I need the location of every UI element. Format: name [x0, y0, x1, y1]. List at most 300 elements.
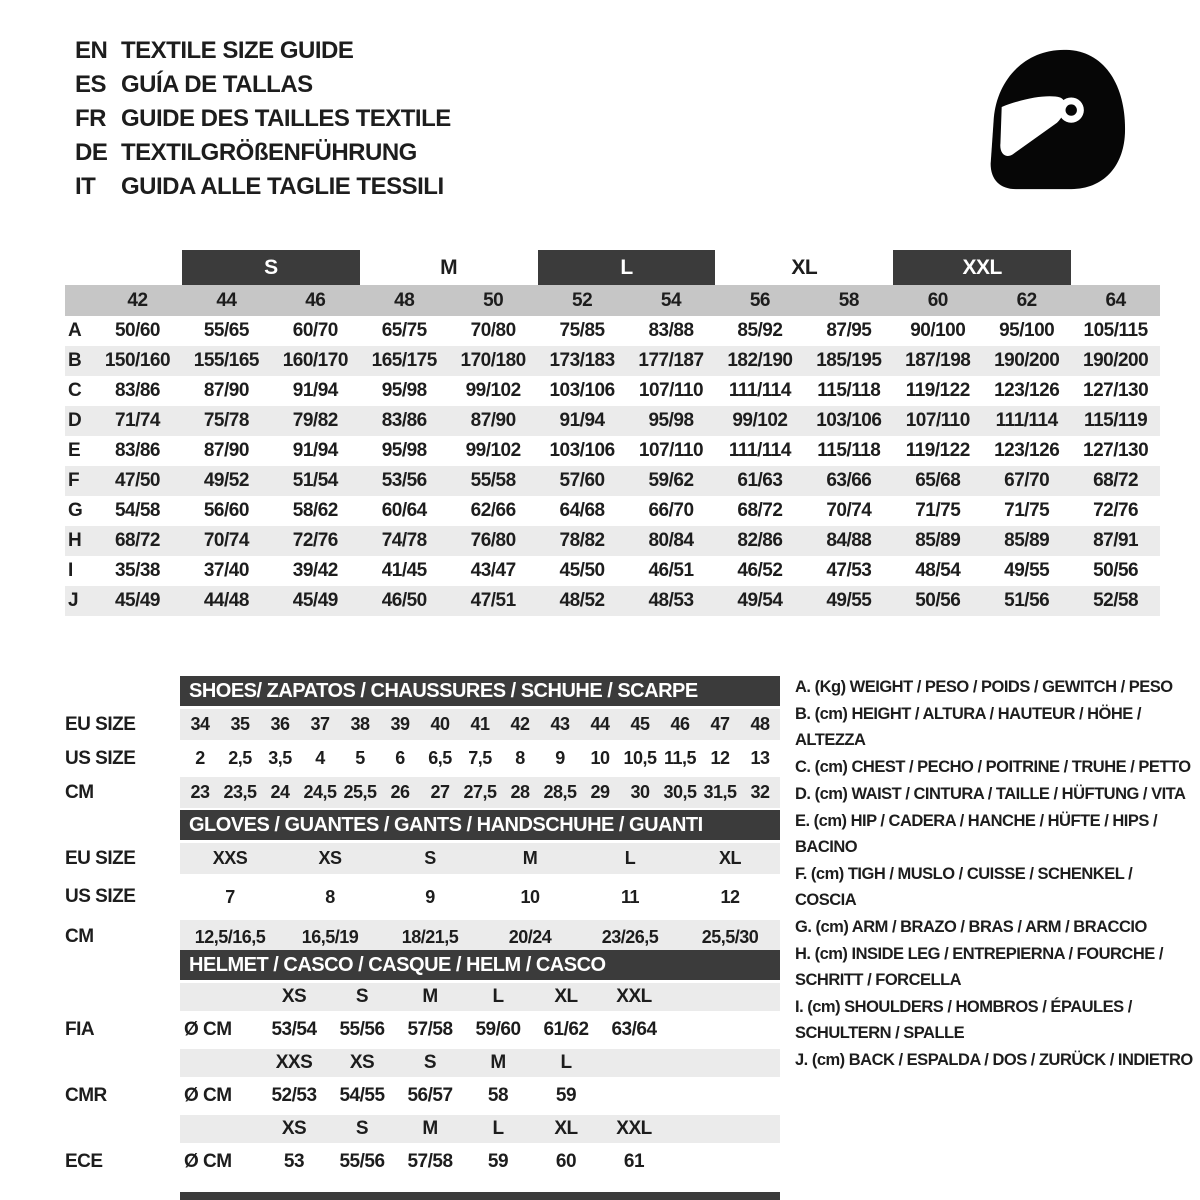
size-value: 55/65	[203, 320, 249, 341]
cell-value: 40	[430, 714, 450, 734]
size-group-s: S	[182, 250, 360, 285]
size-value: 127/130	[1083, 440, 1149, 461]
size-value: 64/68	[559, 500, 605, 521]
size-value: 43/47	[470, 560, 516, 581]
size-value: 52/58	[1093, 590, 1139, 611]
size-value: 99/102	[465, 380, 521, 401]
helmet-icon	[978, 38, 1136, 198]
row-label: EU SIZE	[65, 713, 136, 735]
size-value: 150/160	[104, 350, 171, 371]
size-value: 91/94	[559, 410, 605, 431]
size-value: 123/126	[994, 380, 1060, 401]
row-cells	[180, 983, 780, 1011]
shoes-rows	[65, 709, 780, 808]
language-label: GUÍA DE TALLAS	[121, 71, 313, 98]
cell-value: 9	[425, 886, 435, 907]
row-cells	[180, 1080, 780, 1112]
helmet-size: S	[423, 1052, 437, 1073]
cell-value: 12	[720, 886, 740, 907]
gloves-section-header	[180, 810, 780, 840]
size-value: 87/90	[203, 440, 249, 461]
size-value: 111/114	[728, 380, 791, 401]
size-value: 50/60	[114, 320, 160, 341]
size-value: 76/80	[470, 530, 516, 551]
size-value: 83/86	[114, 440, 160, 461]
unit-cell: Ø CM	[184, 1019, 232, 1040]
size-value: 70/74	[826, 500, 872, 521]
cell-value: L	[624, 848, 636, 868]
size-value: 60/64	[381, 500, 427, 521]
size-value: 74/78	[381, 530, 427, 551]
size-value: 72/76	[292, 530, 338, 551]
language-code: IT	[75, 173, 96, 200]
size-value: 80/84	[648, 530, 694, 551]
legend-item: A. (Kg) WEIGHT / PESO / POIDS / GEWITCH / PESO	[795, 678, 1173, 696]
row-cells	[180, 743, 780, 774]
size-value: 67/70	[1004, 470, 1050, 491]
size-value: 46/52	[737, 560, 783, 581]
unit-cell: Ø CM	[184, 1151, 232, 1172]
size-value: 62/66	[470, 500, 516, 521]
row-cells	[180, 709, 780, 740]
cell-value: 5	[355, 748, 365, 768]
cell-value: 44	[590, 714, 610, 734]
cell-value: 45	[630, 714, 650, 734]
numeric-size: 58	[838, 289, 859, 311]
helmet-size: XL	[554, 1118, 578, 1139]
size-value: 82/86	[737, 530, 783, 551]
size-value: 111/114	[995, 410, 1058, 431]
cell-value: 23/26,5	[601, 926, 659, 947]
cell-value: 10	[520, 886, 540, 907]
size-table-row	[65, 376, 1160, 406]
size-value: 170/180	[460, 350, 526, 371]
row-cells	[180, 1115, 780, 1143]
language-row	[75, 136, 451, 170]
size-value: 87/95	[826, 320, 872, 341]
helmet-size-row	[65, 1115, 780, 1143]
unit-cell: Ø CM	[184, 1085, 232, 1106]
row-letter: C	[68, 380, 82, 401]
cell-value: 10,5	[623, 748, 657, 768]
helmet-value-row	[65, 1014, 780, 1046]
cell-value: 27	[430, 782, 450, 802]
size-value: 59/62	[648, 470, 694, 491]
numeric-size: 54	[660, 289, 682, 311]
size-value: 45/50	[559, 560, 605, 581]
size-value: 41/45	[381, 560, 427, 581]
size-value: 68/72	[1093, 470, 1139, 491]
cell-value: 37	[310, 714, 330, 734]
standard-label: CMR	[65, 1085, 107, 1106]
measure-row	[65, 709, 780, 740]
cell-value: 46	[670, 714, 690, 734]
helmet-value: 63/64	[611, 1019, 657, 1040]
size-value: 68/72	[737, 500, 783, 521]
cell-value: 30,5	[663, 782, 697, 802]
measure-row	[65, 843, 780, 874]
helmet-size: XS	[281, 1118, 307, 1139]
size-value: 111/114	[728, 440, 791, 461]
helmet-value: 55/56	[339, 1151, 385, 1172]
helmet-rows	[65, 983, 780, 1178]
size-value: 35/38	[114, 560, 160, 581]
cell-value: 8	[515, 748, 525, 768]
size-value: 75/85	[559, 320, 605, 341]
size-value: 185/195	[816, 350, 882, 371]
cell-value: XL	[718, 848, 741, 868]
row-label: CM	[65, 781, 94, 803]
helmet-value: 59	[555, 1085, 577, 1106]
cell-value: 28	[510, 782, 530, 802]
cell-value: 4	[315, 748, 325, 768]
cell-value: 24,5	[303, 782, 337, 802]
size-value: 160/170	[282, 350, 348, 371]
cell-value: 42	[510, 714, 530, 734]
language-code: FR	[75, 105, 106, 132]
size-value: 107/110	[638, 380, 704, 401]
size-value: 85/92	[737, 320, 783, 341]
helmet-value: 55/56	[339, 1019, 385, 1040]
cell-value: 28,5	[543, 782, 577, 802]
cell-value: 8	[325, 886, 335, 907]
size-value: 99/102	[465, 440, 521, 461]
helmet-size: L	[492, 1118, 504, 1139]
cell-value: 11	[620, 886, 640, 907]
cell-value: 27,5	[463, 782, 497, 802]
cell-value: 38	[350, 714, 370, 734]
size-value: 182/190	[727, 350, 793, 371]
numeric-size: 44	[216, 289, 237, 311]
row-letter: F	[68, 470, 80, 491]
size-value: 127/130	[1083, 380, 1149, 401]
standard-label: FIA	[65, 1019, 95, 1040]
size-value: 48/54	[915, 560, 961, 581]
size-value: 37/40	[203, 560, 249, 581]
shoes-section	[65, 676, 780, 808]
size-value: 87/90	[470, 410, 516, 431]
size-table-row	[65, 556, 1160, 586]
cell-value: 10	[590, 748, 610, 768]
helmet-size: L	[492, 986, 504, 1007]
size-value: 87/90	[203, 380, 249, 401]
cell-value: 25,5	[343, 782, 377, 802]
row-cells	[180, 843, 780, 874]
size-value: 103/106	[816, 410, 882, 431]
language-code: ES	[75, 71, 107, 98]
numeric-size: 62	[1016, 289, 1037, 311]
language-label: TEXTILE SIZE GUIDE	[121, 37, 354, 64]
cell-value: 12	[710, 748, 730, 768]
helmet-value: 52/53	[271, 1085, 317, 1106]
size-table-row	[65, 406, 1160, 436]
size-value: 115/119	[1084, 410, 1148, 431]
cropped-section-bar	[180, 1192, 780, 1200]
size-group-m: M	[440, 255, 458, 279]
helmet-value: 54/55	[339, 1085, 385, 1106]
row-label	[65, 983, 180, 1011]
size-group-row	[65, 250, 1160, 285]
helmet-title: HELMET / CASCO / CASQUE / HELM / CASCO	[189, 953, 606, 976]
helmet-size: XL	[554, 986, 578, 1007]
size-value: 190/200	[1083, 350, 1149, 371]
cell-value: 47	[710, 714, 730, 734]
numeric-size: 64	[1105, 289, 1126, 311]
size-value: 103/106	[549, 440, 615, 461]
row-cells	[180, 1049, 780, 1077]
size-value: 56/60	[203, 500, 249, 521]
cell-value: 7,5	[468, 748, 492, 768]
numeric-size: 48	[394, 289, 415, 311]
language-code: EN	[75, 37, 108, 64]
row-letter: I	[68, 560, 73, 581]
size-table-row	[65, 466, 1160, 496]
size-table-row	[65, 436, 1160, 466]
helmet-size: XS	[281, 986, 307, 1007]
row-letter: G	[68, 500, 83, 521]
cell-value: 12,5/16,5	[194, 926, 266, 947]
group-spacer	[93, 250, 182, 285]
cell-value: 20/24	[508, 926, 552, 947]
helmet-section	[65, 950, 780, 1178]
size-value: 48/52	[559, 590, 605, 611]
cell-value: XXS	[212, 848, 248, 868]
row-label	[65, 1049, 180, 1077]
legend-item: C. (cm) CHEST / PECHO / POITRINE / TRUHE / PETTO	[795, 758, 1191, 776]
size-value: 46/50	[381, 590, 427, 611]
helmet-value: 59/60	[475, 1019, 521, 1040]
helmet-size: M	[422, 986, 438, 1007]
legend-item: E. (cm) HIP / CADERA / HANCHE / HÜFTE / HIPS / BACINO	[795, 812, 1158, 856]
cell-value: 24	[270, 782, 290, 802]
size-value: 60/70	[292, 320, 338, 341]
cell-value: 18/21,5	[401, 926, 459, 947]
language-code: DE	[75, 139, 108, 166]
cell-value: 7	[225, 886, 235, 907]
cell-value: 41	[470, 714, 490, 734]
row-letter: A	[68, 320, 82, 341]
numeric-size: 50	[483, 289, 504, 311]
size-value: 115/118	[817, 440, 881, 461]
measure-row	[65, 777, 780, 808]
standard-label: ECE	[65, 1151, 103, 1172]
size-value: 190/200	[994, 350, 1060, 371]
row-cells	[180, 777, 780, 808]
legend-item: F. (cm) TIGH / MUSLO / CUISSE / SCHENKEL / COSCIA	[795, 865, 1133, 909]
language-row	[75, 68, 451, 102]
size-value: 105/115	[1083, 320, 1148, 341]
row-cells	[180, 1014, 780, 1046]
cell-value: S	[424, 848, 436, 868]
size-value: 61/63	[737, 470, 783, 491]
size-value: 44/48	[203, 590, 249, 611]
size-value: 70/74	[203, 530, 249, 551]
size-value: 49/54	[737, 590, 783, 611]
size-value: 45/49	[114, 590, 160, 611]
size-value: 47/51	[470, 590, 516, 611]
numeric-size: 60	[927, 289, 948, 311]
size-value: 87/91	[1093, 530, 1139, 551]
cell-value: 11,5	[663, 748, 697, 768]
size-value: 107/110	[638, 440, 704, 461]
row-cells	[180, 920, 780, 954]
size-value: 49/55	[826, 590, 872, 611]
size-value: 58/62	[292, 500, 338, 521]
size-value: 85/89	[915, 530, 961, 551]
helmet-value-row	[65, 1146, 780, 1178]
size-value: 50/56	[915, 590, 961, 611]
row-letter: J	[68, 590, 79, 611]
size-value: 71/75	[1004, 500, 1050, 521]
apparel-size-table	[65, 250, 1160, 616]
size-value: 119/122	[905, 380, 970, 401]
row-letter: E	[68, 440, 81, 461]
size-value: 46/51	[648, 560, 694, 581]
size-value: 155/165	[193, 350, 259, 371]
row-label: US SIZE	[65, 886, 136, 907]
helmet-size: XS	[349, 1052, 375, 1073]
helmet-value-row	[65, 1080, 780, 1112]
cell-value: 29	[590, 782, 610, 802]
size-value: 47/50	[114, 470, 160, 491]
gloves-section	[65, 810, 780, 954]
size-value: 177/187	[638, 350, 704, 371]
cell-value: 31,5	[703, 782, 737, 802]
size-value: 103/106	[549, 380, 615, 401]
size-value: 48/53	[648, 590, 694, 611]
cell-value: 48	[750, 714, 770, 734]
measure-row	[65, 920, 780, 954]
helmet-value: 57/58	[407, 1019, 453, 1040]
cell-value: 30	[630, 782, 650, 802]
size-table-row	[65, 526, 1160, 556]
cell-value: 35	[230, 714, 250, 734]
row-label: EU SIZE	[65, 847, 136, 869]
size-value: 95/98	[381, 380, 427, 401]
cell-value: 2,5	[228, 748, 252, 768]
size-value: 47/53	[826, 560, 872, 581]
group-spacer	[1071, 250, 1160, 285]
gloves-rows	[65, 843, 780, 954]
size-value: 90/100	[910, 320, 966, 341]
helmet-value: 60	[555, 1151, 577, 1172]
helmet-value: 58	[487, 1085, 509, 1106]
helmet-size: L	[560, 1052, 572, 1073]
size-value: 119/122	[905, 440, 970, 461]
size-value: 51/54	[292, 470, 338, 491]
language-label: GUIDA ALLE TAGLIE TESSILI	[121, 173, 444, 200]
helmet-size: XXL	[616, 1118, 652, 1139]
size-value: 83/88	[648, 320, 694, 341]
size-value: 84/88	[826, 530, 872, 551]
size-value: 79/82	[292, 410, 338, 431]
row-label	[65, 1115, 180, 1143]
legend-item: G. (cm) ARM / BRAZO / BRAS / ARM / BRACCIO	[795, 918, 1147, 936]
size-value: 65/68	[915, 470, 961, 491]
language-label: TEXTILGRÖßENFÜHRUNG	[121, 139, 417, 166]
helmet-value: 57/58	[407, 1151, 453, 1172]
language-label: GUIDE DES TAILLES TEXTILE	[121, 105, 451, 132]
size-value: 49/55	[1004, 560, 1050, 581]
cell-value: 36	[270, 714, 290, 734]
size-value: 45/49	[292, 590, 338, 611]
size-value: 71/75	[915, 500, 961, 521]
size-value: 50/56	[1093, 560, 1139, 581]
size-value: 55/58	[470, 470, 516, 491]
language-row	[75, 170, 451, 204]
size-value: 107/110	[905, 410, 970, 431]
size-value: 115/118	[817, 380, 881, 401]
cell-value: 25,5/30	[701, 926, 759, 947]
size-table-row	[65, 586, 1160, 616]
row-letter: D	[68, 410, 82, 431]
size-value: 165/175	[371, 350, 437, 371]
size-value: 71/74	[114, 410, 160, 431]
helmet-size: XXS	[275, 1052, 313, 1073]
cell-value: 32	[750, 782, 770, 802]
cell-value: 6,5	[428, 748, 452, 768]
cell-value: 9	[555, 748, 565, 768]
legend-item: I. (cm) SHOULDERS / HOMBROS / ÉPAULES / SCHULTERN / SPALLE	[795, 998, 1132, 1042]
helmet-section-header	[180, 950, 780, 980]
size-value: 57/60	[559, 470, 605, 491]
row-letter: B	[68, 350, 82, 371]
cell-value: 23,5	[223, 782, 257, 802]
size-value: 187/198	[905, 350, 971, 371]
numeric-size: 46	[305, 289, 326, 311]
cell-value: 43	[550, 714, 570, 734]
size-value: 99/102	[732, 410, 788, 431]
cell-value: 34	[190, 714, 210, 734]
cell-value: 2	[195, 748, 205, 768]
helmet-value: 61/62	[543, 1019, 589, 1040]
helmet-size: XXL	[616, 986, 652, 1007]
size-value: 78/82	[559, 530, 605, 551]
size-value: 95/98	[648, 410, 694, 431]
size-value: 95/98	[381, 440, 427, 461]
cell-value: XS	[318, 848, 342, 868]
size-group-l: L	[538, 250, 716, 285]
cell-value: 26	[390, 782, 410, 802]
shoes-section-header	[180, 676, 780, 706]
numeric-size: 56	[749, 289, 770, 311]
size-table-body	[65, 316, 1160, 616]
numeric-size-band	[65, 285, 1160, 316]
size-value: 54/58	[114, 500, 160, 521]
legend-item: D. (cm) WAIST / CINTURA / TAILLE / HÜFTUNG / VITA	[795, 785, 1186, 803]
numeric-size: 52	[572, 289, 593, 311]
cell-value: 23	[190, 782, 210, 802]
size-value: 85/89	[1004, 530, 1050, 551]
measure-row	[65, 743, 780, 774]
size-value: 66/70	[648, 500, 694, 521]
size-value: 91/94	[292, 380, 338, 401]
legend-item: J. (cm) BACK / ESPALDA / DOS / ZURÜCK / INDIETRO	[795, 1051, 1193, 1069]
size-table-row	[65, 496, 1160, 526]
language-header	[75, 34, 451, 204]
measurement-legend	[795, 674, 1195, 1074]
size-value: 72/76	[1093, 500, 1139, 521]
size-value: 83/86	[114, 380, 160, 401]
legend-item: H. (cm) INSIDE LEG / ENTREPIERNA / FOURCHE / SCHRITT / FORCELLA	[795, 945, 1163, 989]
size-table-row	[65, 346, 1160, 376]
size-value: 83/86	[381, 410, 427, 431]
row-label: US SIZE	[65, 747, 136, 769]
size-value: 68/72	[114, 530, 160, 551]
cell-value: M	[522, 848, 538, 868]
measure-row	[65, 880, 780, 914]
legend-item: B. (cm) HEIGHT / ALTURA / HAUTEUR / HÖHE / ALTEZZA	[795, 705, 1141, 749]
